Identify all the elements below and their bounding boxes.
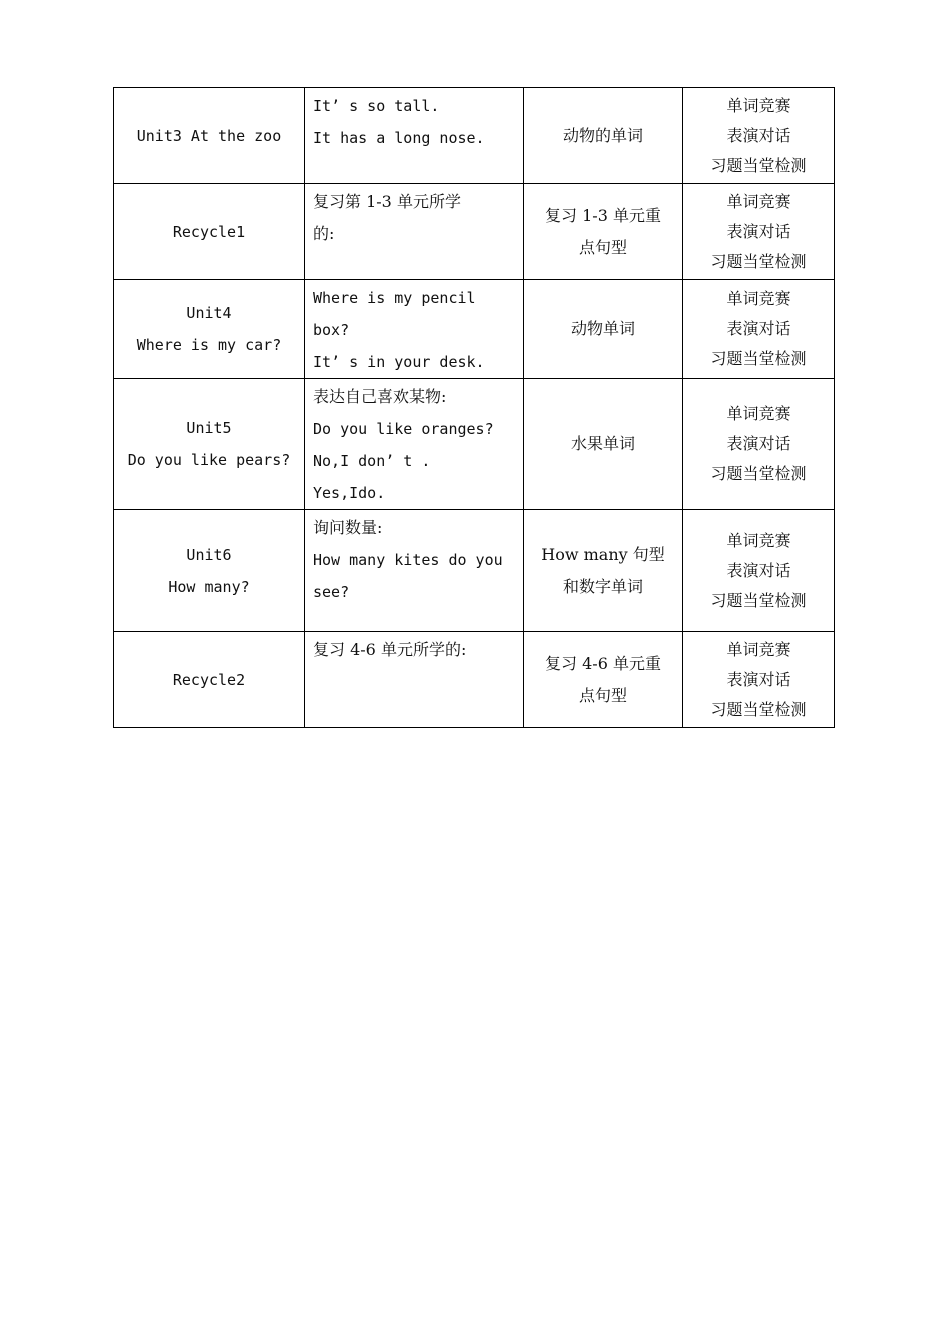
activity-line: 表演对话 [726, 221, 791, 241]
activity-line: 习题当堂检测 [710, 464, 807, 483]
table-row [114, 632, 835, 728]
activity-line: 习题当堂检测 [710, 699, 807, 719]
activities-cell [683, 88, 835, 184]
activities-cell [683, 379, 835, 510]
unit-cell [114, 184, 305, 280]
content-line: It has a long nose. [313, 129, 485, 147]
activity-line: 单词竞赛 [726, 191, 791, 211]
activity-line: 单词竞赛 [726, 404, 791, 423]
unit-cell [114, 88, 305, 184]
focus-line: 点句型 [578, 685, 627, 705]
activity-line: 单词竞赛 [726, 530, 791, 550]
unit-cell [114, 632, 305, 728]
unit-title: Unit5 [186, 419, 232, 437]
content-line: 复习 4-6 单元所学的: [313, 640, 467, 659]
unit-subtitle: Do you like pears? [127, 451, 291, 469]
content-line: see? [313, 583, 350, 601]
unit-cell [114, 280, 305, 379]
content-line: box? [313, 321, 350, 339]
table-row [114, 379, 835, 510]
teaching-plan-table [113, 87, 835, 728]
focus-cell [524, 88, 683, 184]
content-line: It’ s so tall. [313, 97, 440, 115]
focus-cell [524, 280, 683, 379]
activity-line: 单词竞赛 [726, 95, 791, 115]
activity-line: 习题当堂检测 [710, 155, 807, 175]
focus-line: 动物单词 [570, 319, 635, 338]
content-line: Where is my pencil [313, 289, 476, 307]
focus-cell [524, 184, 683, 280]
activity-line: 表演对话 [726, 434, 791, 453]
activity-line: 表演对话 [726, 669, 791, 689]
activity-line: 单词竞赛 [726, 639, 791, 659]
activity-line: 表演对话 [726, 319, 791, 338]
content-cell [305, 632, 524, 728]
content-cell [305, 280, 524, 379]
focus-line: 复习 1-3 单元重 [545, 205, 661, 225]
content-cell [305, 510, 524, 632]
focus-line: How many 句型 [541, 544, 665, 564]
content-line: No,I don’ t . [313, 452, 431, 470]
table-row [114, 510, 835, 632]
content-line: 复习第 1-3 单元所学 [313, 192, 461, 211]
unit-subtitle: Where is my car? [136, 336, 282, 354]
content-cell [305, 88, 524, 184]
content-line: Do you like oranges? [313, 420, 494, 438]
content-cell [305, 184, 524, 280]
unit-title: Unit3 At the zoo [136, 126, 282, 145]
focus-cell [524, 632, 683, 728]
focus-cell [524, 510, 683, 632]
unit-subtitle: How many? [168, 577, 250, 596]
content-line: 询问数量: [313, 518, 383, 537]
unit-title: Recycle1 [172, 222, 246, 241]
table-row [114, 184, 835, 280]
activity-line: 习题当堂检测 [710, 251, 807, 271]
activity-line: 习题当堂检测 [710, 349, 807, 368]
activity-line: 表演对话 [726, 125, 791, 145]
table-row [114, 280, 835, 379]
unit-cell [114, 379, 305, 510]
activities-cell [683, 510, 835, 632]
focus-line: 和数字单词 [562, 576, 643, 596]
activity-line: 单词竞赛 [726, 289, 791, 308]
unit-title: Recycle2 [172, 670, 246, 689]
table-row [114, 88, 835, 184]
activities-cell [683, 632, 835, 728]
content-line: It’ s in your desk. [313, 353, 485, 371]
unit-title: Unit4 [186, 304, 232, 322]
focus-line: 水果单词 [570, 434, 635, 453]
activities-cell [683, 184, 835, 280]
activity-line: 习题当堂检测 [710, 590, 807, 610]
focus-line: 动物的单词 [562, 125, 643, 145]
unit-title: Unit6 [186, 545, 232, 564]
focus-line: 复习 4-6 单元重 [545, 653, 661, 673]
activity-line: 表演对话 [726, 560, 791, 580]
content-line: 表达自己喜欢某物: [313, 387, 447, 406]
content-cell [305, 379, 524, 510]
unit-cell [114, 510, 305, 632]
content-line: 的: [313, 224, 335, 243]
content-line: Yes,Ido. [313, 484, 386, 502]
activities-cell [683, 280, 835, 379]
focus-line: 点句型 [578, 237, 627, 257]
content-line: How many kites do you [313, 551, 503, 569]
focus-cell [524, 379, 683, 510]
